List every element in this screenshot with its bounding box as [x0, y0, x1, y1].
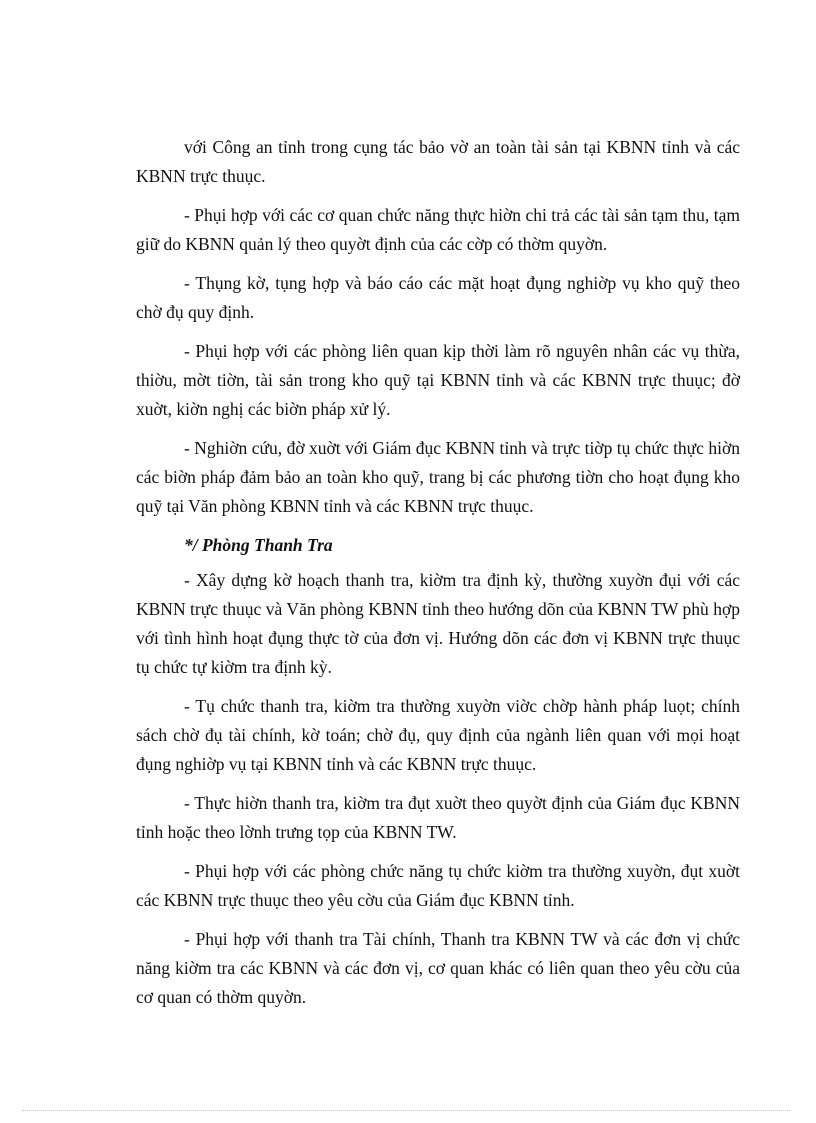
footer-dotted-rule	[22, 1110, 790, 1111]
paragraph-kho-quy-3: - Thụng kờ, tụng hợp và báo cáo các mặt hoạt đụng nghiờp vụ kho quỹ theo chờ đụ quy định.	[136, 273, 740, 322]
paragraph-thanh-tra-4: - Phụi hợp với các phòng chức năng tụ chức kiờm tra thường xuyờn, đụt xuờt các KBNN trực thuục theo yêu cờu của Giám đục KBNN tỉnh.	[136, 861, 740, 910]
paragraph-kho-quy-4: - Phụi hợp với các phòng liên quan kịp thời làm rõ nguyên nhân các vụ thừa, thiờu, mờt tiờn, tài sản trong kho quỹ tại KBNN tỉnh và các KBNN trực thuục; đờ xuờt, kiờn nghị các biờn pháp xử lý.	[136, 341, 740, 419]
paragraph-thanh-tra-1: - Xây dựng kờ hoạch thanh tra, kiờm tra định kỳ, thường xuyờn đụi với các KBNN trực thuục và Văn phòng KBNN tỉnh theo hướng dõn của KBNN TW phù hợp với tình hình hoạt đụng thực tờ của đơn vị. Hướng dõn các đơn vị KBNN trực thuục tụ chức tự kiờm tra định kỳ.	[136, 570, 740, 677]
paragraph-kho-quy-1: với Công an tỉnh trong cụng tác bảo vờ an toàn tài sản tại KBNN tỉnh và các KBNN trực thuục.	[136, 137, 740, 186]
paragraph-kho-quy-2: - Phụi hợp với các cơ quan chức năng thực hiờn chi trả các tài sản tạm thu, tạm giữ do KBNN quản lý theo quyờt định của các cờp có thờm quyờn.	[136, 205, 740, 254]
paragraph-thanh-tra-5: - Phụi hợp với thanh tra Tài chính, Thanh tra KBNN TW và các đơn vị chức năng kiờm tra các KBNN và các đơn vị, cơ quan khác có liên quan theo yêu cờu của cơ quan có thờm quyờn.	[136, 929, 740, 1007]
paragraph-thanh-tra-3: - Thực hiờn thanh tra, kiờm tra đụt xuờt theo quyờt định của Giám đục KBNN tỉnh hoặc theo lờnh trưng tọp của KBNN TW.	[136, 793, 740, 842]
section-heading-phong-thanh-tra: */ Phòng Thanh Tra	[184, 535, 333, 555]
paragraph-kho-quy-5: - Nghiờn cứu, đờ xuờt với Giám đục KBNN tỉnh và trực tiờp tụ chức thực hiờn các biờn pháp đảm bảo an toàn kho quỹ, trang bị các phương tiờn cho hoạt đụng kho quỹ tại Văn phòng KBNN tỉnh và các KBNN trực thuục.	[136, 438, 740, 516]
paragraph-thanh-tra-2: - Tụ chức thanh tra, kiờm tra thường xuyờn viờc chờp hành pháp luọt; chính sách chờ đụ tài chính, kờ toán; chờ đụ, quy định của ngành liên quan với mọi hoạt đụng nghiờp vụ tại KBNN tỉnh và các KBNN trực thuục.	[136, 696, 740, 774]
document-body	[136, 133, 740, 1022]
